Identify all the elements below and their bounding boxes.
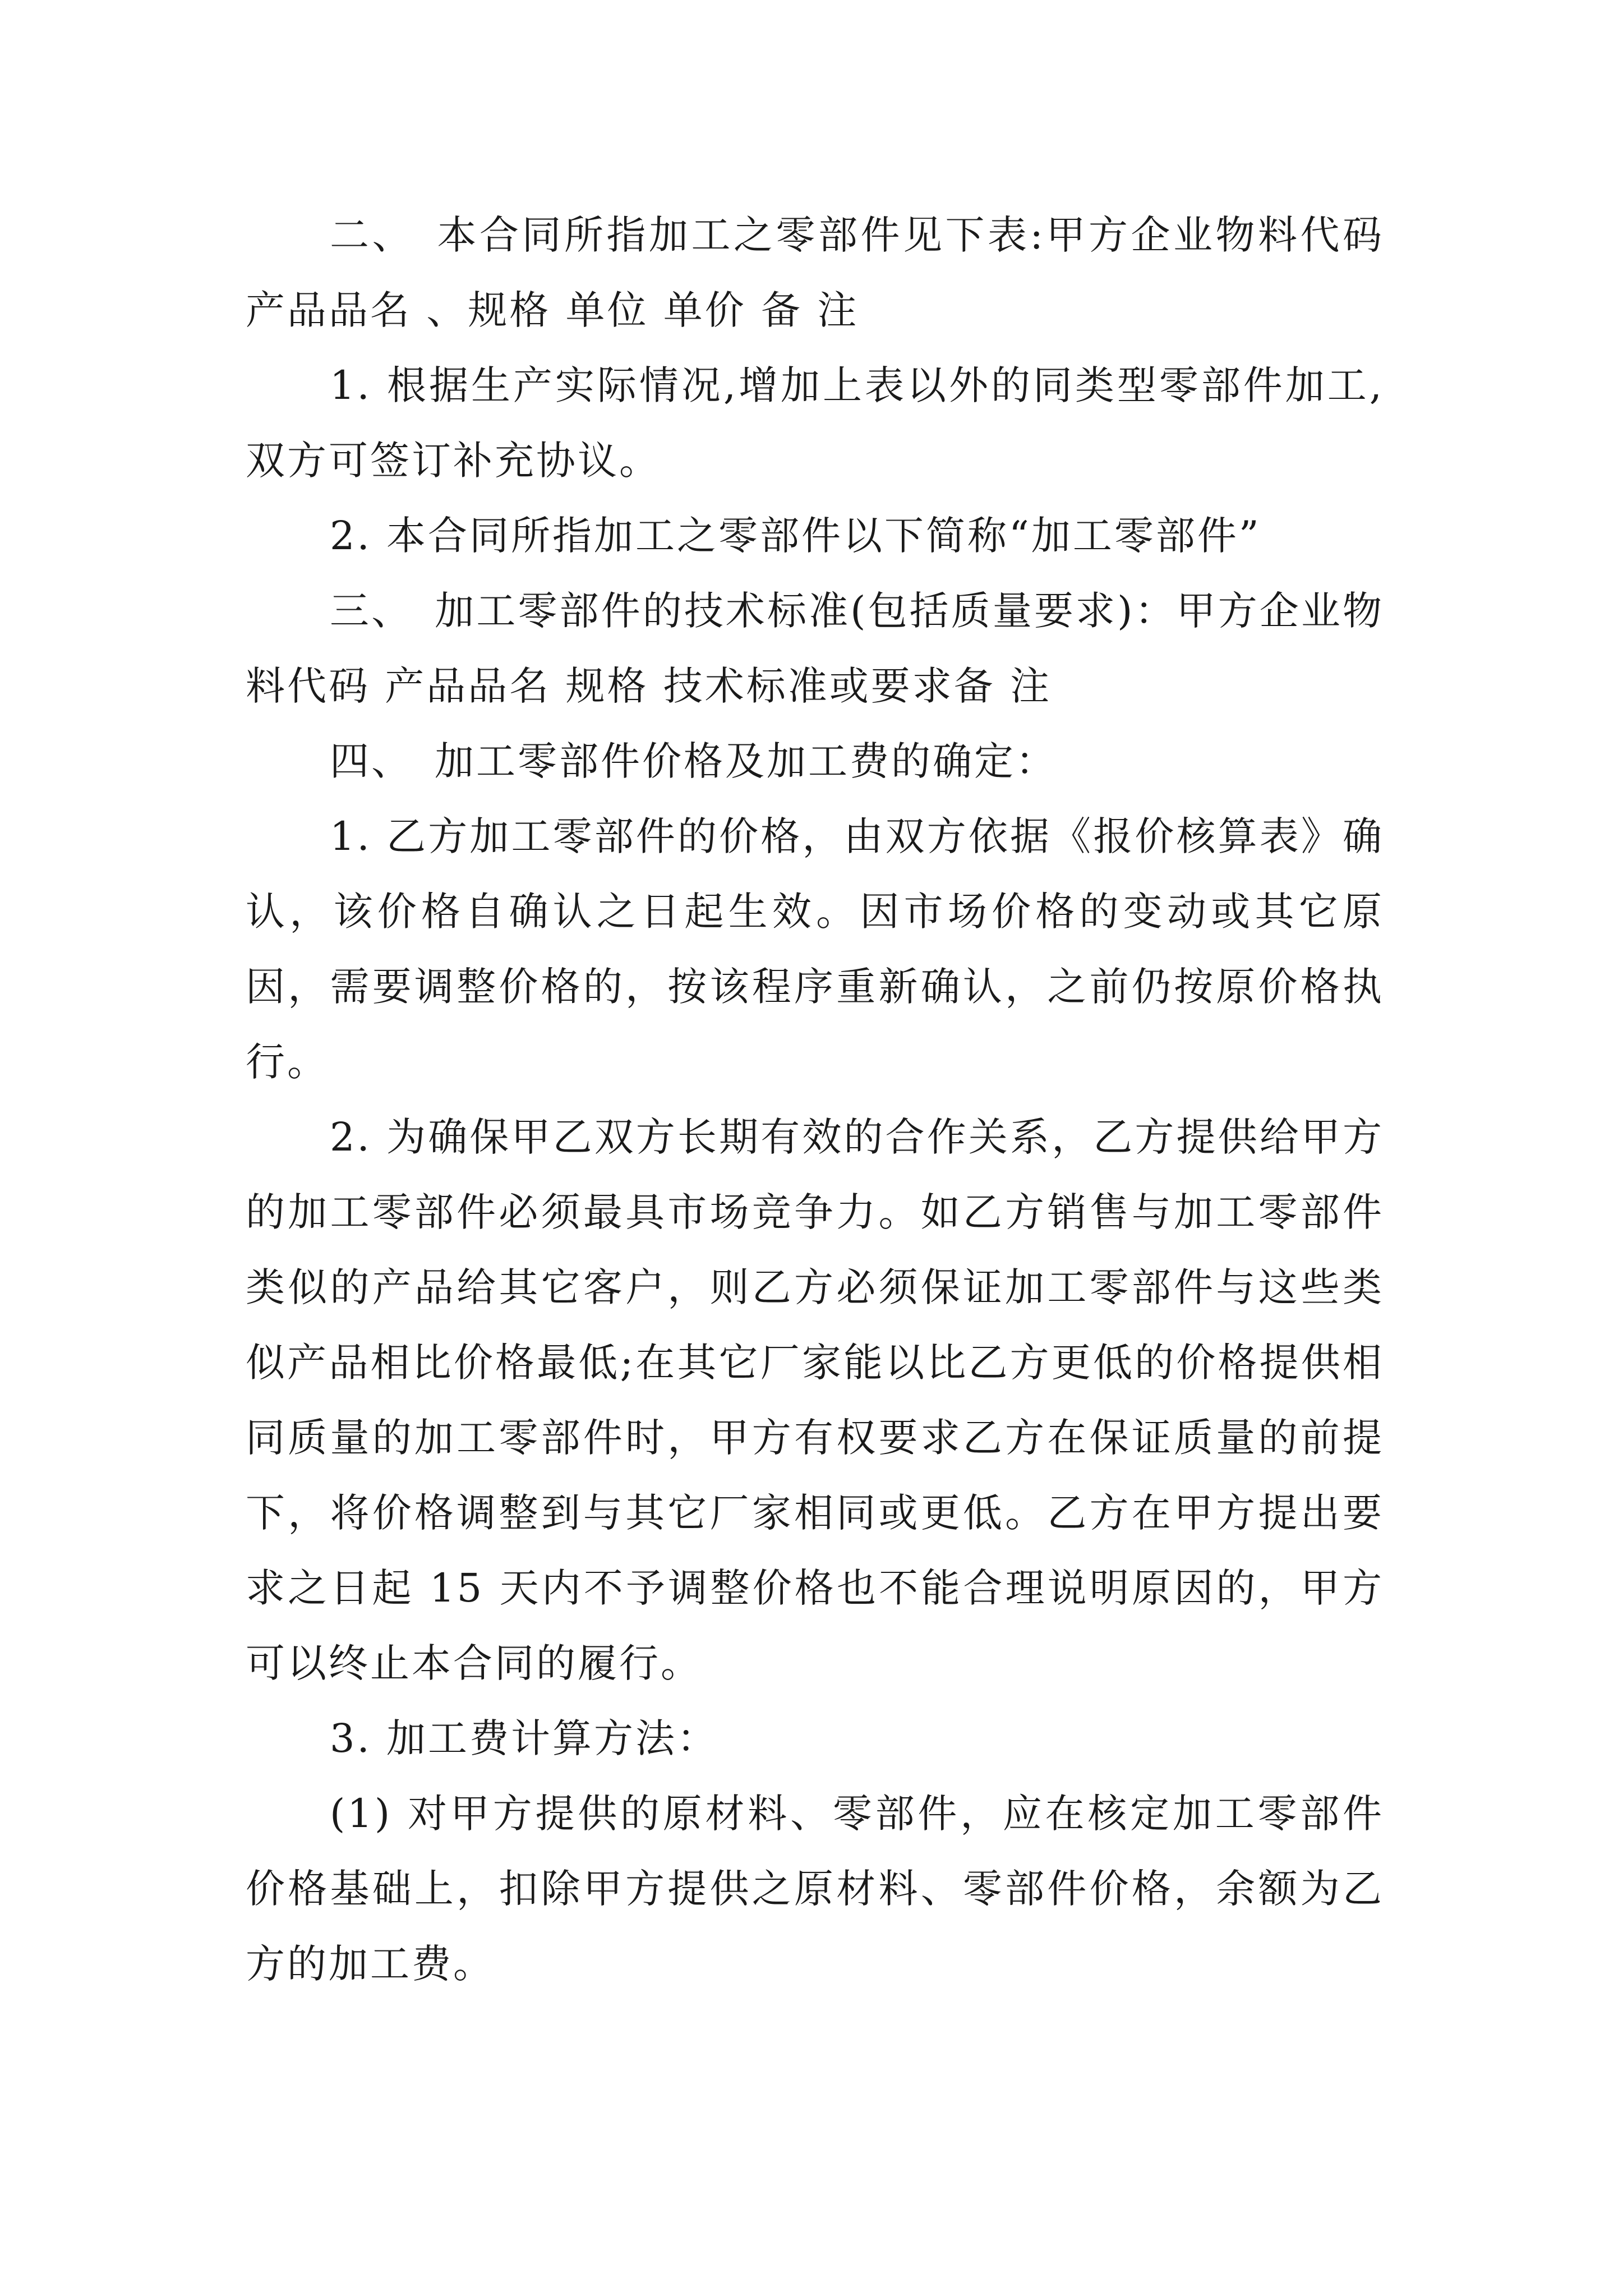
paragraph-section-4: 四、 加工零部件价格及加工费的确定： [330, 738, 1057, 784]
document-body [246, 197, 1384, 2001]
paragraph-4-1: 1. 乙方加工零部件的价格，由双方依据《报价核算表》确认，该价格自确认之日起生效。因市场价格的变动或其它原因，需要调整价格的，按该程序重新确认，之前仍按原价格执行。 [246, 813, 1384, 1085]
paragraph-2-2: 2. 本合同所指加工之零部件以下简称“加工零部件” [330, 513, 1261, 559]
paragraph-4-3: 3. 加工费计算方法： [330, 1715, 719, 1761]
paragraph-2-1: 1. 根据生产实际情况,增加上表以外的同类型零部件加工,双方可签订补充协议。 [246, 362, 1384, 484]
paragraph-4-2: 2. 为确保甲乙双方长期有效的合作关系，乙方提供给甲方的加工零部件必须最具市场竞争力。如乙方销售与加工零部件类似的产品给其它客户，则乙方必须保证加工零部件与这些类似产品相比价格最低;在其它厂家能以比乙方更低的价格提供相同质量的加工零部件时，甲方有权要求乙方在保证质量的前提下，将价格调整到与其它厂家相同或更低。乙方在甲方提出要求之日起 15 天内不予调整价格也不能合理说明原因的，甲方可以终止本合同的履行。 [246, 1114, 1384, 1686]
paragraph-section-3: 三、 加工零部件的技术标准(包括质量要求)：甲方企业物料代码 产品品名 规格 技术标准或要求备 注 [246, 588, 1384, 709]
paragraph-section-2: 二、 本合同所指加工之零部件见下表:甲方企业物料代码 产品品名 、规格 单位 单价 备 注 [246, 212, 1384, 333]
paragraph-4-3-1: (1) 对甲方提供的原材料、零部件，应在核定加工零部件价格基础上，扣除甲方提供之原材料、零部件价格，余额为乙方的加工费。 [246, 1791, 1384, 1987]
